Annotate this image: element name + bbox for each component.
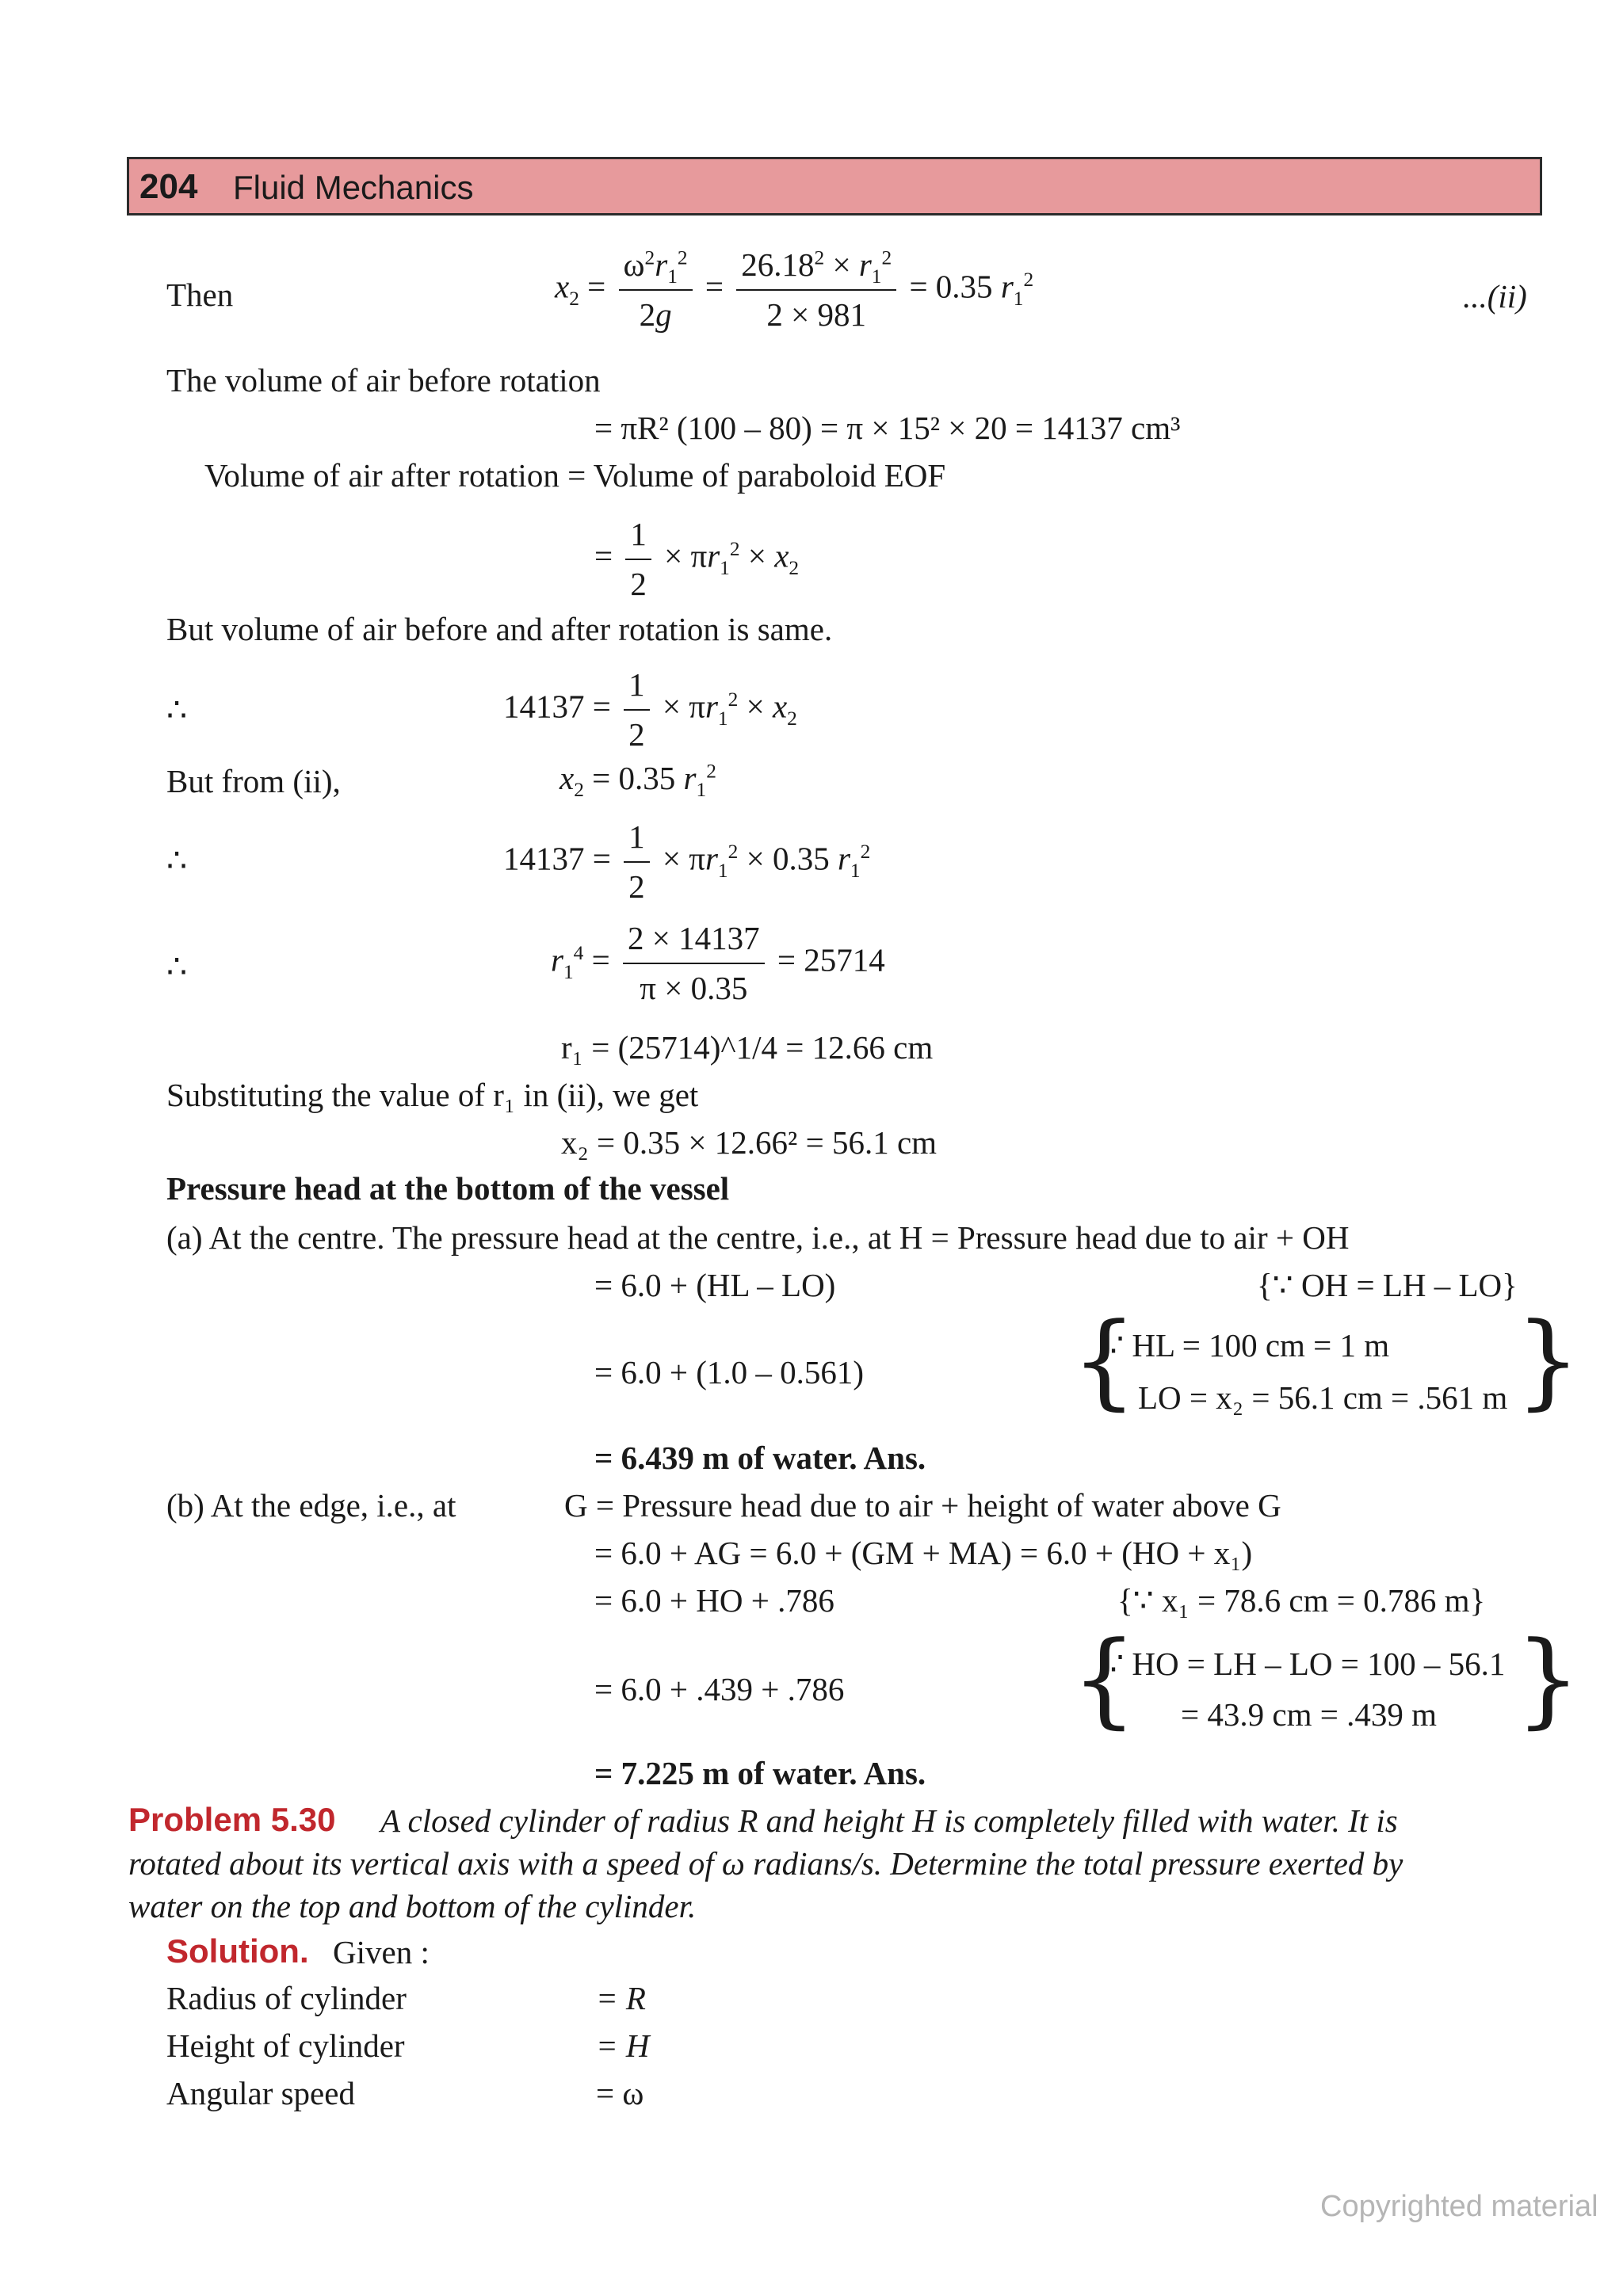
- volume-before-equation: = πR² (100 – 80) = π × 15² × 20 = 14137 cm³: [594, 410, 1181, 446]
- solution-label: Solution.: [166, 1932, 309, 1970]
- part-b-intro: G = Pressure head due to air + height of water above G: [564, 1487, 1281, 1524]
- problem-statement-line1: A closed cylinder of radius R and height H is completely filled with water. It is: [380, 1802, 1398, 1839]
- equation-14137-b: 14137 = $\frac{1}{2}$ × $\pi r_1^2 \times 0.35$ $r_1^2$: [503, 818, 871, 906]
- given-angular-speed-value: = ω: [596, 2075, 644, 2111]
- therefore-symbol: ∴: [166, 692, 188, 728]
- given-angular-speed-name: Angular speed: [166, 2075, 355, 2111]
- therefore-symbol: ∴: [166, 948, 188, 985]
- substituting-text: Substituting the value of r₁ in (ii), we get: [166, 1077, 699, 1113]
- equation-r1-fourth: $r_1^4$ = $\frac{2 \times 14137}{\pi \times 0.35}$ = 25714: [551, 920, 885, 1007]
- problem-label: Problem 5.30: [128, 1801, 336, 1838]
- part-a-note2a: ∵ HL = 100 cm = 1 m: [1103, 1327, 1390, 1363]
- therefore-symbol: ∴: [166, 842, 188, 879]
- right-brace: }: [1515, 1300, 1581, 1421]
- part-b-step1: = 6.0 + AG = 6.0 + (GM + MA) = 6.0 + (HO + x₁): [594, 1535, 1253, 1571]
- volume-after-label: Volume of air after rotation = Volume of paraboloid EOF: [204, 457, 946, 494]
- given-radius-value: = R: [596, 1980, 646, 2016]
- part-a-step1: = 6.0 + (HL – LO): [594, 1267, 836, 1303]
- part-b-note3b: = 43.9 cm = .439 m: [1181, 1696, 1437, 1733]
- x2-recall-equation: $x_2 = 0.35$ $r_1^2$: [559, 760, 716, 802]
- part-a-intro: (a) At the centre. The pressure head at the centre, i.e., at H = Pressure head due to air + OH: [166, 1219, 1350, 1256]
- part-b-note2: {∵ x₁ = 78.6 cm = 0.786 m}: [1117, 1582, 1486, 1619]
- right-brace: }: [1515, 1619, 1581, 1739]
- given-radius-name: Radius of cylinder: [166, 1980, 407, 2016]
- problem-statement-line2: rotated about its vertical axis with a speed of ω radians/s. Determine the total pressure exerted by: [128, 1845, 1403, 1882]
- r1-result: r₁ = (25714)^1/4 = 12.66 cm: [561, 1029, 934, 1066]
- but-from-label: But from (ii),: [166, 763, 341, 799]
- given-label: Given :: [333, 1934, 430, 1970]
- part-a-result: = 6.439 m of water. Ans.: [594, 1440, 926, 1476]
- part-b-result: = 7.225 m of water. Ans.: [594, 1755, 926, 1791]
- given-height-name: Height of cylinder: [166, 2027, 405, 2064]
- same-volume-statement: But volume of air before and after rotation is same.: [166, 611, 833, 647]
- part-a-note2b: LO = x₂ = 56.1 cm = .561 m: [1138, 1379, 1508, 1416]
- equation-reference-ii: ...(ii): [1463, 278, 1527, 315]
- then-label: Then: [166, 277, 234, 313]
- left-brace: {: [1071, 1300, 1137, 1421]
- given-height-value: = H: [596, 2027, 650, 2064]
- part-b-step2: = 6.0 + HO + .786: [594, 1582, 834, 1619]
- x2-result: x₂ = 0.35 × 12.66² = 56.1 cm: [561, 1124, 938, 1161]
- part-a-step2: = 6.0 + (1.0 – 0.561): [594, 1354, 865, 1390]
- paraboloid-volume-equation: = $\frac{1}{2}$ × $\pi r_1^2 \times x_2$: [594, 516, 800, 603]
- volume-before-label: The volume of air before rotation: [166, 362, 601, 399]
- left-brace: {: [1071, 1619, 1137, 1739]
- equation-14137-a: 14137 = $\frac{1}{2}$ × $\pi r_1^2 \times x_2$: [503, 666, 797, 753]
- equation-x2: $x_2$ = $\frac{\omega^2r_1^2}{2g}$ = $\frac{26.18^2 \times r_1^2}{2 \times 981}$ = 0.35 $r_1^2$: [555, 246, 1034, 334]
- book-title: Fluid Mechanics: [233, 169, 474, 206]
- problem-statement-line3: water on the top and bottom of the cylinder.: [128, 1888, 697, 1924]
- part-b-note3a: ∵ HO = LH – LO = 100 – 56.1: [1103, 1646, 1506, 1682]
- part-b-label: (b) At the edge, i.e., at: [166, 1487, 456, 1524]
- part-a-note1: {∵ OH = LH – LO}: [1257, 1267, 1518, 1303]
- page-number: 204: [139, 167, 198, 206]
- part-b-step3: = 6.0 + .439 + .786: [594, 1671, 845, 1707]
- copyright-watermark: Copyrighted material: [1320, 2190, 1598, 2223]
- section-heading: Pressure head at the bottom of the vessel: [166, 1170, 730, 1207]
